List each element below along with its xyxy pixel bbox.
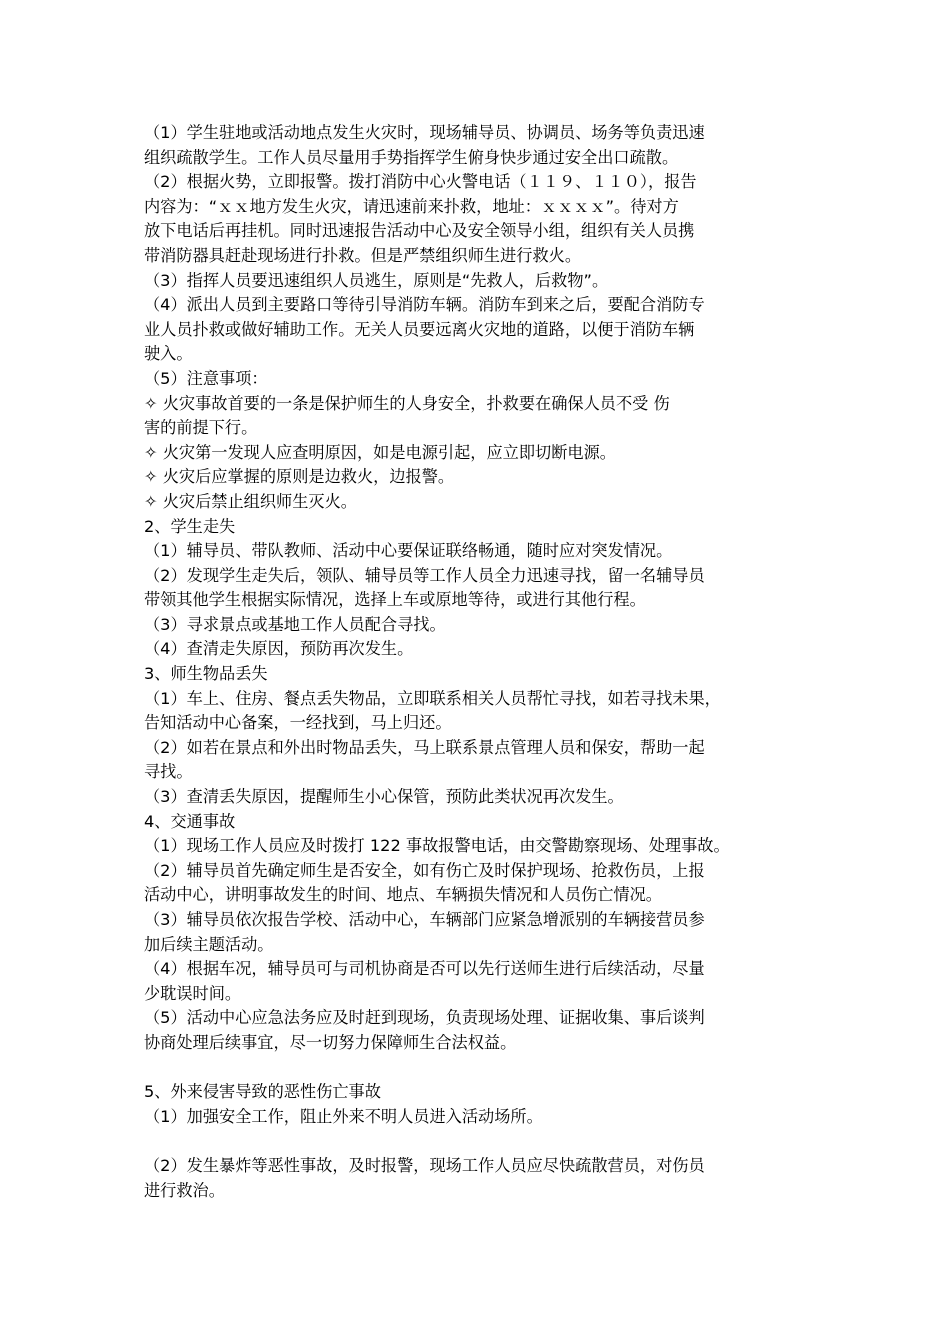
text-line: （2）辅导员首先确定师生是否安全，如有伤亡及时保护现场、抢救伤员，上报 <box>144 860 705 880</box>
text-line: 带领其他学生根据实际情况，选择上车或原地等待，或进行其他行程。 <box>144 590 646 610</box>
text-line: （2）如若在景点和外出时物品丢失，马上联系景点管理人员和保安，帮助一起 <box>144 737 705 757</box>
text-line: （5）活动中心应急法务应及时赶到现场，负责现场处理、证据收集、事后谈判 <box>144 1008 705 1028</box>
text-line: 放下电话后再挂机。同时迅速报告活动中心及安全领导小组，组织有关人员携 <box>144 221 695 241</box>
text-line: 驶入。 <box>144 344 193 364</box>
text-line: （2）发生暴炸等恶性事故，及时报警，现场工作人员应尽快疏散营员，对伤员 <box>144 1155 705 1175</box>
text-line: 业人员扑救或做好辅助工作。无关人员要远离火灾地的道路，以便于消防车辆 <box>144 319 695 339</box>
text-line: ✧ 火灾事故首要的一条是保护师生的人身安全，扑救要在确保人员不受 伤 <box>144 393 670 413</box>
text-line: ✧ 火灾第一发现人应查明原因，如是电源引起，应立即切断电源。 <box>144 442 616 462</box>
text-line: 告知活动中心备案，一经找到，马上归还。 <box>144 713 452 733</box>
text-line: （3）辅导员依次报告学校、活动中心，车辆部门应紧急增派别的车辆接营员参 <box>144 910 705 929</box>
text-line: 5、外来侵害导致的恶性伤亡事故 <box>144 1082 381 1102</box>
text-line: （4）查清走失原因，预防再次发生。 <box>144 639 414 659</box>
text-line: （1）学生驻地或活动地点发生火灾时，现场辅导员、协调员、场务等负责迅速 <box>144 123 705 142</box>
text-line: （3）指挥人员要迅速组织人员逃生，原则是“先救人，后救物”。 <box>144 270 609 290</box>
text-line: （3）寻求景点或基地工作人员配合寻找。 <box>144 614 446 634</box>
text-line: （1）辅导员、带队教师、活动中心要保证联络畅通，随时应对突发情况。 <box>144 541 673 561</box>
text-line: 3、师生物品丢失 <box>144 664 268 684</box>
text-line: 组织疏散学生。工作人员尽量用手势指挥学生俯身快步通过安全出口疏散。 <box>144 147 679 167</box>
text-line: （2）根据火势，立即报警。拨打消防中心火警电话（１１９、１１０），报告 <box>144 172 697 192</box>
text-line: （5）注意事项： <box>144 368 268 388</box>
text-line: （4）根据车况，辅导员可与司机协商是否可以先行送师生进行后续活动，尽量 <box>144 959 705 979</box>
text-line: 带消防器具赶赴现场进行扑救。但是严禁组织师生进行救火。 <box>144 245 582 265</box>
text-line: 寻找。 <box>144 762 193 782</box>
text-line: （1）现场工作人员应及时拨打 122 事故报警电话，由交警勘察现场、处理事故。 <box>144 836 730 856</box>
text-line: 加后续主题活动。 <box>144 934 274 954</box>
blank-line <box>144 1056 816 1081</box>
text-line: 少耽误时间。 <box>144 983 242 1003</box>
blank-line <box>144 1129 816 1154</box>
text-line: 2、学生走失 <box>144 516 236 536</box>
text-line: （1）加强安全工作，阻止外来不明人员进入活动场所。 <box>144 1106 543 1126</box>
text-line: ✧ 火灾后禁止组织师生灭火。 <box>144 491 357 511</box>
text-line: （2）发现学生走失后，领队、辅导员等工作人员全力迅速寻找，留一名辅导员 <box>144 565 705 585</box>
document-body <box>144 121 816 1203</box>
text-line: ✧ 火灾后应掌握的原则是边救火，边报警。 <box>144 467 455 487</box>
text-line: 害的前提下行。 <box>144 418 258 438</box>
text-line: （3）查清丢失原因，提醒师生小心保管，预防此类状况再次发生。 <box>144 787 624 807</box>
text-line: 协商处理后续事宜，尽一切努力保障师生合法权益。 <box>144 1032 517 1052</box>
text-line: 4、交通事故 <box>144 811 236 831</box>
text-line: 进行救治。 <box>144 1180 225 1200</box>
text-line: （4）派出人员到主要路口等待引导消防车辆。消防车到来之后，要配合消防专 <box>144 295 705 315</box>
text-line: （1）车上、住房、餐点丢失物品，立即联系相关人员帮忙寻找，如若寻找未果， <box>144 688 721 708</box>
text-line: 活动中心，讲明事故发生的时间、地点、车辆损失情况和人员伤亡情况。 <box>144 885 662 905</box>
text-line: 内容为：“ｘｘ地方发生火灾，请迅速前来扑救，地址：ｘｘｘｘ”。待对方 <box>144 196 679 216</box>
